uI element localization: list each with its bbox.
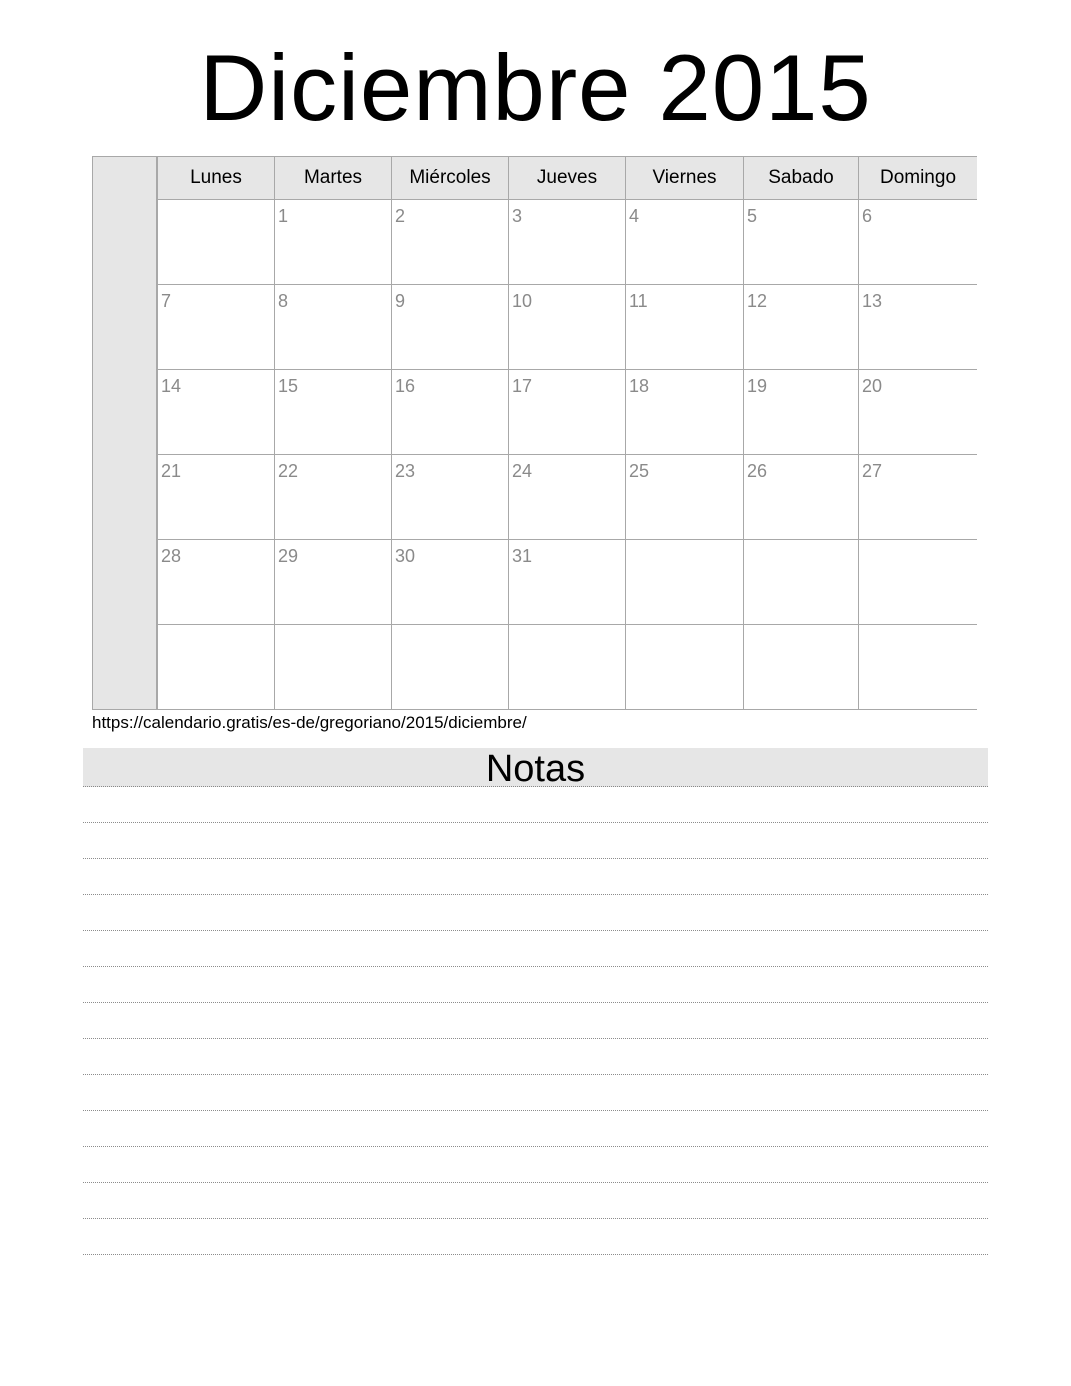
day-number: 27: [862, 461, 883, 481]
day-number: 5: [747, 206, 758, 226]
weekday-header-domingo: Domingo: [858, 157, 977, 200]
day-cell: [274, 625, 391, 710]
day-cell: [391, 370, 508, 455]
note-line: [83, 1003, 988, 1039]
day-cell: [625, 540, 743, 625]
day-cell: [391, 285, 508, 370]
day-cell: [508, 625, 625, 710]
day-cell: [274, 370, 391, 455]
weekday-header-miercoles: Miércoles: [391, 157, 508, 200]
day-cell: [858, 285, 977, 370]
weekday-header-sabado: Sabado: [743, 157, 858, 200]
day-number: 10: [512, 291, 533, 311]
day-number: 28: [161, 546, 182, 566]
day-cell: [391, 455, 508, 540]
day-cell: [274, 540, 391, 625]
day-cell: [743, 540, 858, 625]
day-cell: [743, 285, 858, 370]
notes-lines: [83, 787, 988, 1255]
day-cell: [508, 370, 625, 455]
note-line: [83, 1183, 988, 1219]
day-cell: [508, 455, 625, 540]
day-cell: [157, 625, 274, 710]
day-number: 8: [278, 291, 289, 311]
day-number: 14: [161, 376, 182, 396]
day-cell: [391, 540, 508, 625]
day-number: 12: [747, 291, 768, 311]
day-number: 4: [629, 206, 640, 226]
day-number: 2: [395, 206, 406, 226]
day-number: 24: [512, 461, 533, 481]
day-cell: [858, 540, 977, 625]
week-number-column: [92, 156, 157, 710]
note-line: [83, 859, 988, 895]
day-cell: [391, 200, 508, 285]
note-line: [83, 1111, 988, 1147]
day-cell: [508, 200, 625, 285]
day-number: 29: [278, 546, 299, 566]
day-cell: [858, 625, 977, 710]
day-number: 1: [278, 206, 289, 226]
day-cell: [508, 285, 625, 370]
day-number: 21: [161, 461, 182, 481]
note-line: [83, 895, 988, 931]
notes-section: [83, 748, 988, 1255]
notes-heading: Notas: [83, 748, 988, 787]
day-number: 20: [862, 376, 883, 396]
day-cell: [625, 625, 743, 710]
day-number: 23: [395, 461, 416, 481]
note-line: [83, 1075, 988, 1111]
note-line: [83, 1219, 988, 1255]
day-number: 22: [278, 461, 299, 481]
day-number: 17: [512, 376, 533, 396]
day-number: 11: [629, 291, 648, 311]
day-cell: [157, 285, 274, 370]
note-line: [83, 1147, 988, 1183]
day-cell: [743, 200, 858, 285]
day-number: 19: [747, 376, 768, 396]
weekday-header-lunes: Lunes: [157, 157, 274, 200]
calendar-grid: [92, 156, 977, 710]
weekday-header-martes: Martes: [274, 157, 391, 200]
day-cell: [508, 540, 625, 625]
note-line: [83, 1039, 988, 1075]
source-url: https://calendario.gratis/es-de/gregoriano/2015/diciembre/: [92, 713, 527, 732]
weekday-header-jueves: Jueves: [508, 157, 625, 200]
day-cell: [743, 455, 858, 540]
note-line: [83, 931, 988, 967]
day-number: 31: [512, 546, 533, 566]
day-cell: [274, 285, 391, 370]
day-cell: [274, 455, 391, 540]
note-line: [83, 823, 988, 859]
day-cell: [157, 200, 274, 285]
note-line: [83, 967, 988, 1003]
day-cell: [625, 285, 743, 370]
day-cell: [157, 370, 274, 455]
day-cell: [743, 370, 858, 455]
day-number: 15: [278, 376, 299, 396]
day-number: 30: [395, 546, 416, 566]
day-number: 25: [629, 461, 650, 481]
note-line: [83, 787, 988, 823]
day-cell: [625, 370, 743, 455]
day-cell: [858, 200, 977, 285]
weekday-header-viernes: Viernes: [625, 157, 743, 200]
day-number: 18: [629, 376, 650, 396]
day-cell: [157, 540, 274, 625]
calendar-table: [157, 156, 977, 710]
day-cell: [274, 200, 391, 285]
day-cell: [625, 455, 743, 540]
day-cell: [157, 455, 274, 540]
day-number: 13: [862, 291, 883, 311]
day-number: 16: [395, 376, 416, 396]
day-cell: [625, 200, 743, 285]
day-cell: [858, 370, 977, 455]
day-cell: [391, 625, 508, 710]
day-number: 6: [862, 206, 873, 226]
day-number: 9: [395, 291, 406, 311]
day-cell: [743, 625, 858, 710]
page-title: Diciembre 2015: [199, 35, 872, 140]
day-number: 7: [161, 291, 172, 311]
day-number: 3: [512, 206, 523, 226]
day-cell: [858, 455, 977, 540]
day-number: 26: [747, 461, 768, 481]
